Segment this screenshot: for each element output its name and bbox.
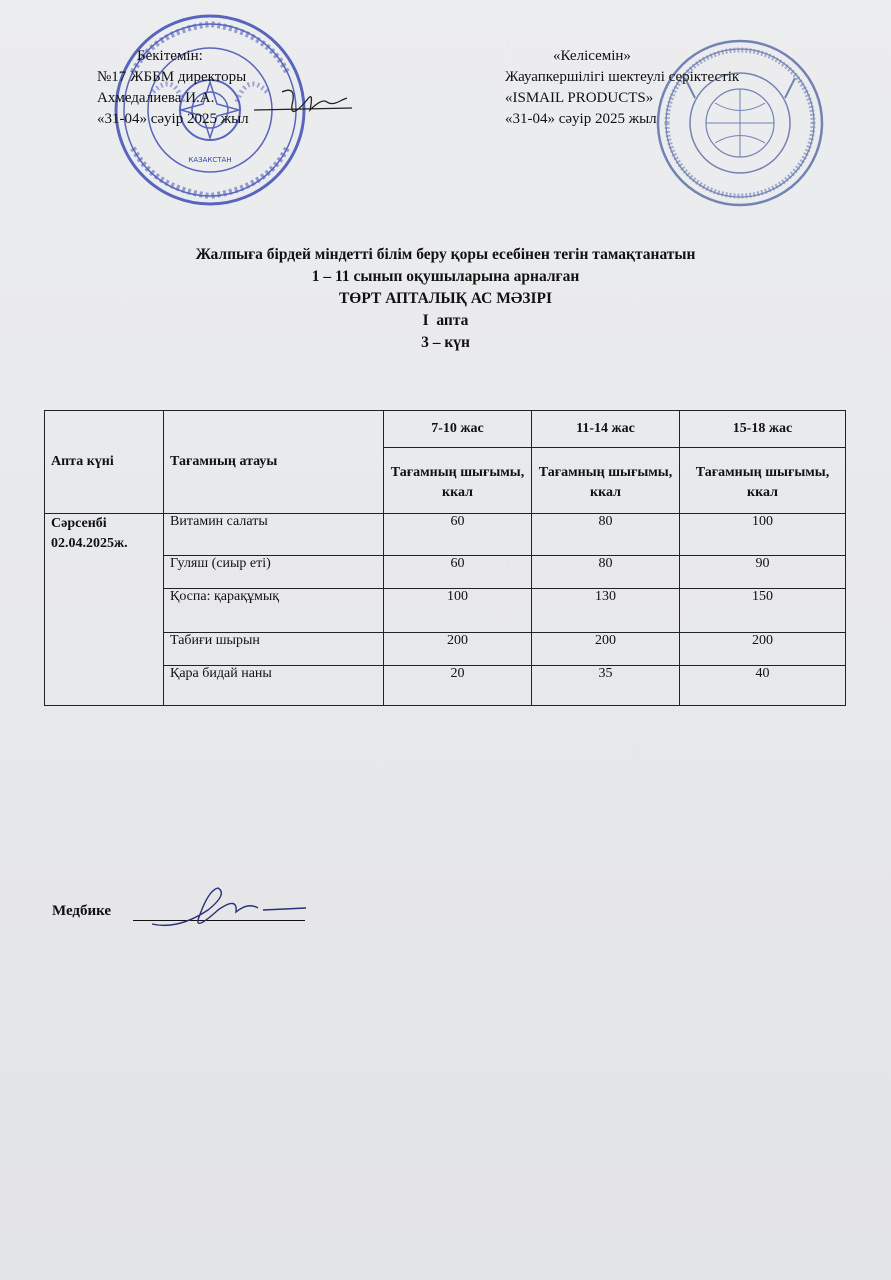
document-title — [0, 244, 891, 354]
kcal-value: 40 — [680, 666, 846, 706]
title-line3: ТӨРТ АПТАЛЫҚ АС МӘЗІРІ — [338, 290, 553, 307]
approval-right-line1: «Келісемін» — [553, 48, 631, 64]
dish-name: Гуляш (сиыр еті) — [164, 556, 384, 589]
kcal-value: 80 — [532, 556, 680, 589]
nurse-label: Медбике — [52, 903, 112, 919]
menu-table — [44, 410, 846, 706]
kcal-value: 90 — [680, 556, 846, 589]
day-date: 02.04.2025ж. — [51, 536, 128, 551]
day-name: Сәрсенбі — [51, 516, 107, 531]
approval-right-line2: Жауапкершілігі шектеулі серіктестік — [505, 69, 740, 85]
header-yield: Тағамның шығымы, ккал — [532, 448, 680, 514]
header-age-group: 7-10 жас — [384, 411, 532, 448]
table-row — [45, 514, 846, 556]
table-row — [45, 633, 846, 666]
dish-name: Қоспа: қарақұмық — [164, 589, 384, 633]
dish-name: Витамин салаты — [164, 514, 384, 556]
director-signature — [252, 80, 362, 130]
header-age-group: 11-14 жас — [532, 411, 680, 448]
approval-right-line4: «31-04» сәуір 2025 жыл — [505, 111, 657, 127]
seal-left-center-text: КАЗАКСТАН — [188, 156, 232, 164]
approval-block-right — [505, 46, 739, 130]
approval-right-line3: «ISMAIL PRODUCTS» — [505, 90, 654, 106]
approval-left-line3: Ахмедалиева И.А. — [97, 90, 215, 106]
dish-name: Табиғи шырын — [164, 633, 384, 666]
title-line2: 1 – 11 сынып оқушыларына арналған — [311, 268, 580, 285]
header-dish-name: Тағамның атауы — [164, 411, 384, 514]
kcal-value: 100 — [680, 514, 846, 556]
table-row — [45, 556, 846, 589]
title-line5: 3 – күн — [421, 334, 470, 351]
kcal-value: 60 — [384, 514, 532, 556]
kcal-value: 150 — [680, 589, 846, 633]
table-row — [45, 666, 846, 706]
kcal-value: 130 — [532, 589, 680, 633]
approval-block-left — [97, 46, 249, 130]
title-line1: Жалпыға бірдей міндетті білім беру қоры есебінен тегін тамақтанатын — [195, 246, 696, 263]
header-yield: Тағамның шығымы, ккал — [680, 448, 846, 514]
kcal-value: 200 — [680, 633, 846, 666]
header-yield: Тағамның шығымы, ккал — [384, 448, 532, 514]
kcal-value: 80 — [532, 514, 680, 556]
day-cell — [45, 514, 164, 706]
approval-left-line2: №17 ЖББМ директоры — [97, 69, 247, 85]
nurse-signature — [148, 880, 308, 932]
approval-left-line1: Бекітемін: — [137, 48, 203, 64]
kcal-value: 200 — [384, 633, 532, 666]
kcal-value: 200 — [532, 633, 680, 666]
approval-left-line4: «31-04» сәуір 2025 жыл — [97, 111, 249, 127]
kcal-value: 60 — [384, 556, 532, 589]
dish-name: Қара бидай наны — [164, 666, 384, 706]
header-age-group: 15-18 жас — [680, 411, 846, 448]
table-row — [45, 589, 846, 633]
header-day: Апта күні — [45, 411, 164, 514]
kcal-value: 20 — [384, 666, 532, 706]
kcal-value: 35 — [532, 666, 680, 706]
title-line4: І апта — [422, 312, 469, 329]
kcal-value: 100 — [384, 589, 532, 633]
